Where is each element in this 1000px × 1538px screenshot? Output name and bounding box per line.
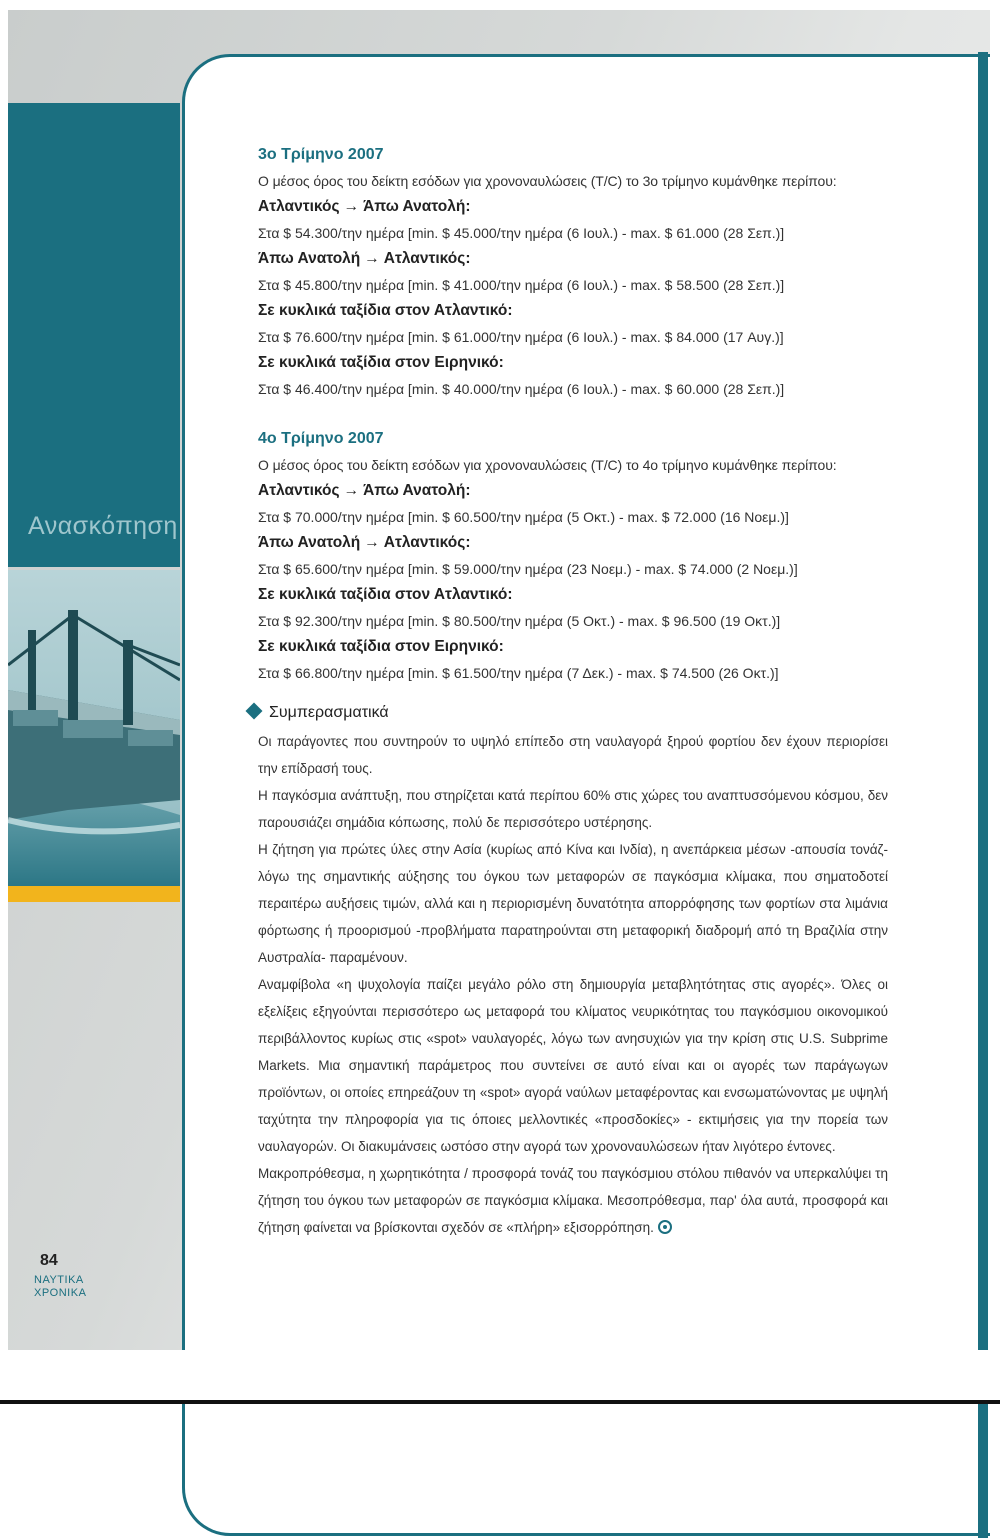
conclusion-paragraph: Οι παράγοντες που συντηρούν το υψηλό επίπεδο στη ναυλαγορά ξηρού φορτίου δεν έχουν περιορίσει την επίδρασή τους.: [258, 734, 888, 776]
route-rate: Στα $ 66.800/την ημέρα [min. $ 61.500/την ημέρα (7 Δεκ.) - max. $ 74.500 (26 Οκτ.)]: [258, 665, 779, 681]
page-number: 84: [40, 1252, 58, 1269]
conclusions-heading: [248, 698, 888, 728]
route-heading: [258, 246, 888, 272]
article-body: [258, 142, 888, 1241]
conclusion-paragraph: Η παγκόσμια ανάπτυξη, που στηρίζεται κατά περίπου 60% στις χώρες του αναπτυσσόμενου κόσμου, δεν παρουσιάζει σημάδια κόπωσης, πολύ δε περισσότερο υστέρησης.: [258, 788, 888, 830]
diamond-icon: [246, 702, 263, 719]
quarter-intro: Ο μέσος όρος του δείκτη εσόδων για χρονοναυλώσεις (T/C) το 4ο τρίμηνο κυμάνθηκε περίπου:: [258, 457, 837, 473]
route-from: Άπω Ανατολή: [258, 534, 361, 551]
sidebar-teal-band: [8, 103, 180, 567]
route-rate: Στα $ 92.300/την ημέρα [min. $ 80.500/την ημέρα (5 Οκτ.) - max. $ 96.500 (19 Οκτ.)]: [258, 613, 781, 629]
magazine-name-line1: ΝΑΥΤΙΚΑ: [34, 1274, 84, 1286]
route-heading: [258, 530, 888, 556]
end-of-article-icon: [658, 1220, 672, 1234]
ship-illustration: [8, 570, 180, 886]
route-from: Ατλαντικός: [258, 482, 340, 499]
sidebar-yellow-band: [8, 886, 180, 902]
route-rate: Στα $ 45.800/την ημέρα [min. $ 41.000/την ημέρα (6 Ιουλ.) - max. $ 58.500 (28 Σεπ.)]: [258, 277, 785, 293]
section-title: Ανασκόπηση: [28, 512, 178, 540]
quarter-title: 3ο Τρίμηνο 2007: [258, 146, 384, 163]
spacer: [258, 402, 888, 426]
conclusions-section: [258, 698, 888, 1241]
conclusions-heading-text: Συμπερασματικά: [269, 704, 389, 721]
route-to: Ατλαντικός:: [383, 534, 471, 551]
page-bottom-margin: [0, 1350, 1000, 1400]
route-heading: Σε κυκλικά ταξίδια στον Ειρηνικό:: [258, 638, 504, 655]
conclusion-paragraph: Η ζήτηση για πρώτες ύλες στην Ασία (κυρίως από Κίνα και Ινδία), η ανεπάρκεια μέσων -απουσία τονάζ- λόγω της σημαντικής αύξησης του όγκου των μεταφορών σε παγκόσμια κλίμακα, που σηματοδοτεί περαιτέρω αυξήσεις τιμών, αλλά και η περιορισμένη δυνατότητα απορρόφησης των φορτίων στα λιμάνια φόρτωσης ή προορισμού -προβλήματα παρατηρούνται στη μεταφορική διαδρομή από τη Βραζιλία στην Αυστραλία- παραμένουν.: [258, 842, 888, 965]
route-rate: Στα $ 54.300/την ημέρα [min. $ 45.000/την ημέρα (6 Ιουλ.) - max. $ 61.000 (28 Σεπ.)]: [258, 225, 785, 241]
route-to: Ατλαντικός:: [383, 250, 471, 267]
route-rate: Στα $ 70.000/την ημέρα [min. $ 60.500/την ημέρα (5 Οκτ.) - max. $ 72.000 (16 Νοεμ.)]: [258, 509, 789, 525]
route-heading: [258, 478, 888, 504]
route-heading: Σε κυκλικά ταξίδια στον Ειρηνικό:: [258, 354, 504, 371]
quarter-4-section: [258, 426, 888, 686]
conclusion-paragraph: Αναμφίβολα «η ψυχολογία παίζει μεγάλο ρόλο στη δημιουργία μεταβλητότητας στις αγορές». Όλες οι εξελίξεις εξηγούνται περισσότερο ως μεταφορά του κλίματος νευρικότητας του παγκόσμιου οικονομικού περιβάλλοντος κυρίως στις «spot» ναυλαγορές, λόγω των ανησυχιών για την κρίση στις U.S. Subprime Markets. Μια σημαντική παράμετρος που συντείνει σε αυτό είναι και οι αγορές των παράγωγων προϊόντων, οι οποίες επηρεάζουν τη «spot» αγορά ναύλων μεταφέροντας και ενσωματώνοντας με υψηλή ταχύτητα την πληροφορία για τις όποιες μελλοντικές «προσδοκίες» - εκτιμήσεις για την πορεία των ναυλαγορών. Οι διακυμάνσεις ωστόσο στην αγορά των χρονοναυλώσεων ήταν λιγότερο έντονες.: [258, 977, 888, 1154]
quarter-intro: Ο μέσος όρος του δείκτη εσόδων για χρονοναυλώσεις (T/C) το 3ο τρίμηνο κυμάνθηκε περίπου:: [258, 173, 837, 189]
ship-photo: [8, 570, 180, 886]
route-to: Άπω Ανατολή:: [363, 198, 471, 215]
content-card-edge: [978, 52, 988, 1538]
route-from: Ατλαντικός: [258, 198, 340, 215]
route-to: Άπω Ανατολή:: [363, 482, 471, 499]
bottom-rule: [0, 1400, 1000, 1404]
route-from: Άπω Ανατολή: [258, 250, 361, 267]
arrow-right-icon: →: [364, 250, 380, 267]
arrow-right-icon: →: [364, 534, 380, 551]
route-heading: Σε κυκλικά ταξίδια στον Ατλαντικό:: [258, 586, 513, 603]
route-rate: Στα $ 46.400/την ημέρα [min. $ 40.000/την ημέρα (6 Ιουλ.) - max. $ 60.000 (28 Σεπ.)]: [258, 381, 785, 397]
arrow-right-icon: →: [343, 482, 360, 499]
route-rate: Στα $ 65.600/την ημέρα [min. $ 59.000/την ημέρα (23 Νοεμ.) - max. $ 74.000 (2 Νοεμ.)]: [258, 561, 798, 577]
quarter-3-section: [258, 142, 888, 402]
quarter-title: 4ο Τρίμηνο 2007: [258, 430, 384, 447]
route-rate: Στα $ 76.600/την ημέρα [min. $ 61.000/την ημέρα (6 Ιουλ.) - max. $ 84.000 (17 Αυγ.)]: [258, 329, 784, 345]
conclusion-paragraph-text: Μακροπρόθεσμα, η χωρητικότητα / προσφορά τονάζ του παγκόσμιου στόλου πιθανόν να υπερκαλύψει τη ζήτηση του όγκου των μεταφορών σε παγκόσμια κλίμακα. Μεσοπρόθεσμα, παρ' όλα αυτά, προσφορά και ζήτηση φαίνεται να βρίσκονται σχεδόν σε «πλήρη» εξισορρόπηση.: [258, 1166, 888, 1235]
route-heading: Σε κυκλικά ταξίδια στον Ατλαντικό:: [258, 302, 513, 319]
magazine-name-line2: ΧΡΟΝΙΚΑ: [34, 1287, 87, 1299]
conclusion-paragraph-last: [258, 1160, 888, 1241]
folio: [34, 1252, 86, 1299]
route-heading: [258, 194, 888, 220]
arrow-right-icon: →: [343, 198, 360, 215]
